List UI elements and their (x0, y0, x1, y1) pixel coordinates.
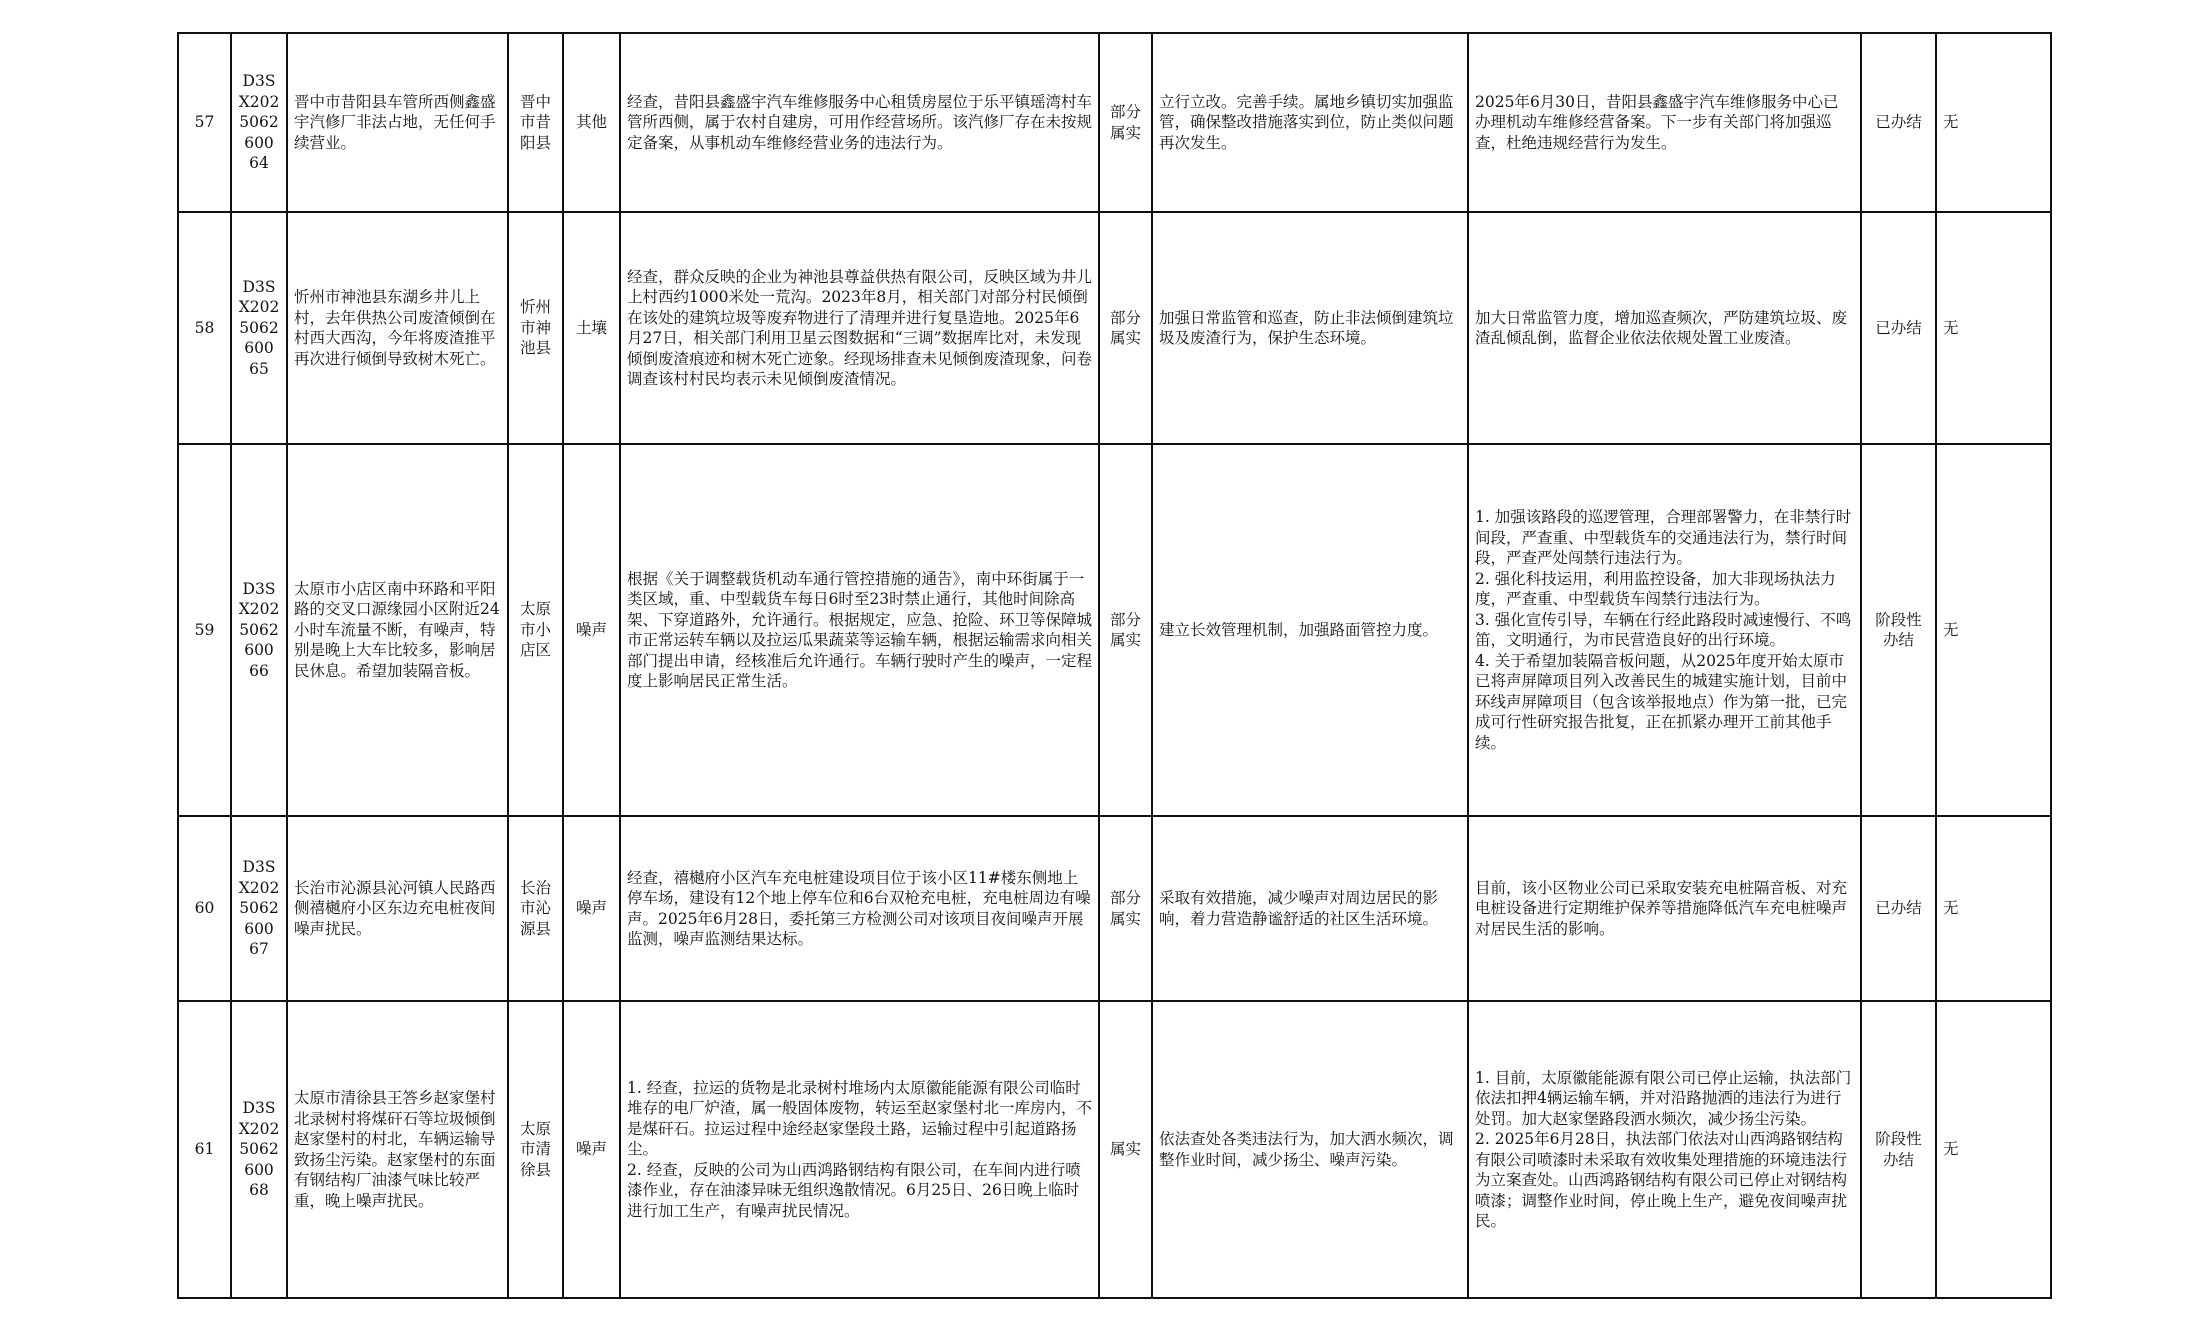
status: 阶段性办结 (1861, 1001, 1936, 1298)
rectification-measures: 依法查处各类违法行为，加大洒水频次，调整作业时间，减少扬尘、噪声污染。 (1152, 1001, 1468, 1298)
region: 忻州市神池县 (508, 212, 563, 444)
verdict: 属实 (1099, 1001, 1152, 1298)
investigation-findings: 经查，禧樾府小区汽车充电桩建设项目位于该小区11#楼东侧地上停车场，建设有12个地上停车位和6台双枪充电桩，充电桩周边有噪声。2025年6月28日，委托第三方检测公司对该项目夜间噪声开展监测，噪声监测结果达标。 (620, 816, 1099, 1001)
investigation-findings: 经查，昔阳县鑫盛宇汽车维修服务中心租赁房屋位于乐平镇瑶湾村车管所西侧，属于农村自建房，可用作经营场所。该汽修厂存在未按规定备案，从事机动车维修经营业务的违法行为。 (620, 33, 1099, 212)
pollution-type: 土壤 (563, 212, 620, 444)
row-number: 58 (178, 212, 231, 444)
case-code: D3SX2025062600 65 (231, 212, 287, 444)
rectification-measures: 采取有效措施，减少噪声对周边居民的影响，着力营造静谧舒适的社区生活环境。 (1152, 816, 1468, 1001)
accountability: 无 (1936, 1001, 2051, 1298)
pollution-type: 噪声 (563, 444, 620, 816)
row-number: 60 (178, 816, 231, 1001)
complaint-content: 忻州市神池县东湖乡井儿上村，去年供热公司废渣倾倒在村西大西沟，今年将废渣推平再次进行倾倒导致树木死亡。 (287, 212, 508, 444)
table-row (178, 212, 2051, 444)
pollution-type: 噪声 (563, 1001, 620, 1298)
investigation-findings: 根据《关于调整载货机动车通行管控措施的通告》，南中环街属于一类区域，重、中型载货车每日6时至23时禁止通行，其他时间除高架、下穿道路外，允许通行。根据规定，应急、抢险、环卫等保障城市正常运转车辆以及拉运瓜果蔬菜等运输车辆，根据运输需求向相关部门提出申请，经核准后允许通行。车辆行驶时产生的噪声，一定程度上影响居民正常生活。 (620, 444, 1099, 816)
complaint-content: 太原市清徐县王答乡赵家堡村北录树村将煤矸石等垃圾倾倒赵家堡村的村北，车辆运输导致扬尘污染。赵家堡村的东面有钢结构厂油漆气味比较严重，晚上噪声扰民。 (287, 1001, 508, 1298)
case-code: D3SX2025062600 67 (231, 816, 287, 1001)
rectification-measures: 加强日常监管和巡查，防止非法倾倒建筑垃圾及废渣行为，保护生态环境。 (1152, 212, 1468, 444)
status: 已办结 (1861, 33, 1936, 212)
table-body (178, 33, 2051, 1298)
progress: 2025年6月30日，昔阳县鑫盛宇汽车维修服务中心已办理机动车维修经营备案。下一步有关部门将加强巡查，杜绝违规经营行为发生。 (1468, 33, 1861, 212)
table-row (178, 33, 2051, 212)
case-code: D3SX2025062600 66 (231, 444, 287, 816)
complaint-table (177, 32, 2052, 1299)
region: 太原市清徐县 (508, 1001, 563, 1298)
verdict: 部分属实 (1099, 444, 1152, 816)
progress: 目前，该小区物业公司已采取安装充电桩隔音板、对充电桩设备进行定期维护保养等措施降低汽车充电桩噪声对居民生活的影响。 (1468, 816, 1861, 1001)
complaint-content: 晋中市昔阳县车管所西侧鑫盛宇汽修厂非法占地，无任何手续营业。 (287, 33, 508, 212)
status: 已办结 (1861, 212, 1936, 444)
complaint-content: 长治市沁源县沁河镇人民路西侧禧樾府小区东边充电桩夜间噪声扰民。 (287, 816, 508, 1001)
accountability: 无 (1936, 816, 2051, 1001)
region: 晋中市昔阳县 (508, 33, 563, 212)
pollution-type: 其他 (563, 33, 620, 212)
row-number: 61 (178, 1001, 231, 1298)
accountability: 无 (1936, 212, 2051, 444)
table-row (178, 816, 2051, 1001)
table-row (178, 444, 2051, 816)
rectification-measures: 立行立改。完善手续。属地乡镇切实加强监管，确保整改措施落实到位，防止类似问题再次发生。 (1152, 33, 1468, 212)
progress: 加大日常监管力度，增加巡查频次，严防建筑垃圾、废渣乱倾乱倒，监督企业依法依规处置工业废渣。 (1468, 212, 1861, 444)
verdict: 部分属实 (1099, 33, 1152, 212)
accountability: 无 (1936, 33, 2051, 212)
investigation-findings: 经查，群众反映的企业为神池县尊益供热有限公司，反映区域为井儿上村西约1000米处一荒沟。2023年8月，相关部门对部分村民倾倒在该处的建筑垃圾等废弃物进行了清理并进行复垦造地。2025年6月27日，相关部门利用卫星云图数据和“三调”数据库比对，未发现倾倒废渣痕迹和树木死亡迹象。经现场排查未见倾倒废渣现象，问卷调查该村村民均表示未见倾倒废渣情况。 (620, 212, 1099, 444)
verdict: 部分属实 (1099, 212, 1152, 444)
rectification-measures: 建立长效管理机制，加强路面管控力度。 (1152, 444, 1468, 816)
status: 已办结 (1861, 816, 1936, 1001)
case-code: D3SX2025062600 68 (231, 1001, 287, 1298)
progress: 1. 目前，太原徽能能源有限公司已停止运输，执法部门依法扣押4辆运输车辆，并对沿路抛洒的违法行为进行处罚。加大赵家堡路段洒水频次，减少扬尘污染。 2. 2025年6月28日，执法部门依法对山西鸿路钢结构有限公司喷漆时未采取有效收集处理措施的环境违法行为立案查处。山西鸿路钢结构有限公司已停止对钢结构喷漆；调整作业时间，停止晚上生产，避免夜间噪声扰民。 (1468, 1001, 1861, 1298)
complaint-content: 太原市小店区南中环路和平阳路的交叉口源缘园小区附近24小时车流量不断，有噪声，特别是晚上大车比较多，影响居民休息。希望加装隔音板。 (287, 444, 508, 816)
verdict: 部分属实 (1099, 816, 1152, 1001)
pollution-type: 噪声 (563, 816, 620, 1001)
accountability: 无 (1936, 444, 2051, 816)
status: 阶段性办结 (1861, 444, 1936, 816)
progress: 1. 加强该路段的巡逻管理，合理部署警力，在非禁行时间段，严查重、中型载货车的交通违法行为，禁行时间段，严查严处闯禁行违法行为。 2. 强化科技运用，利用监控设备，加大非现场执法力度，严查重、中型载货车闯禁行违法行为。 3. 强化宣传引导，车辆在行经此路段时减速慢行、不鸣笛，文明通行，为市民营造良好的出行环境。 4. 关于希望加装隔音板问题，从2025年度开始太原市已将声屏障项目列入改善民生的城建实施计划，目前中环线声屏障项目（包含该举报地点）作为第一批，已完成可行性研究报告批复，正在抓紧办理开工前其他手续。 (1468, 444, 1861, 816)
row-number: 57 (178, 33, 231, 212)
region: 长治市沁源县 (508, 816, 563, 1001)
region: 太原市小店区 (508, 444, 563, 816)
table-row (178, 1001, 2051, 1298)
row-number: 59 (178, 444, 231, 816)
investigation-findings: 1. 经查，拉运的货物是北录树村堆场内太原徽能能源有限公司临时堆存的电厂炉渣，属一般固体废物，转运至赵家堡村北一库房内，不是煤矸石。拉运过程中途经赵家堡段土路，运输过程中引起道路扬尘。 2. 经查，反映的公司为山西鸿路钢结构有限公司，在车间内进行喷漆作业，存在油漆异味无组织逸散情况。6月25日、26日晚上临时进行加工生产，有噪声扰民情况。 (620, 1001, 1099, 1298)
case-code: D3SX2025062600 64 (231, 33, 287, 212)
